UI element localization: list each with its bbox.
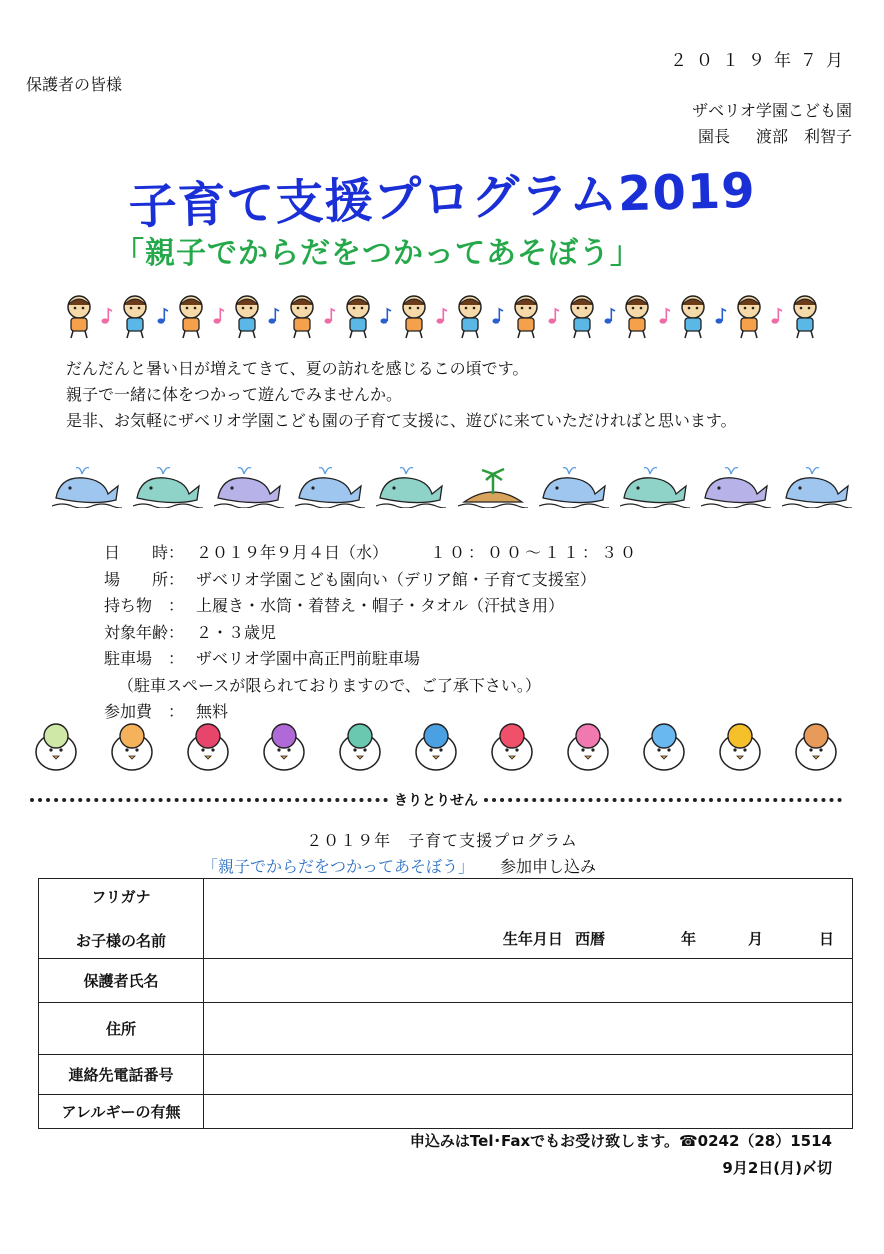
child-name-header <box>39 879 204 959</box>
deadline: 9月2日(月)〆切 <box>722 1159 832 1177</box>
phone-field[interactable] <box>204 1055 853 1095</box>
director-name: 渡部 利智子 <box>755 127 852 146</box>
hibiscus-icon <box>482 718 542 776</box>
event-details <box>104 540 639 726</box>
director-line <box>698 124 852 147</box>
dancing-kids-illustration <box>60 292 824 340</box>
intro-text <box>66 356 737 434</box>
child-figure-icon <box>172 293 210 339</box>
watermelon-icon <box>558 718 618 776</box>
birthdate-era: 西暦 <box>574 930 605 948</box>
music-note-icon <box>380 306 392 326</box>
music-note-icon <box>101 306 113 326</box>
place-label: 場 所： <box>104 569 185 589</box>
address-field[interactable] <box>204 1003 853 1055</box>
director-title: 園長 <box>697 127 730 146</box>
music-note-icon <box>771 306 783 326</box>
child-figure-icon <box>730 293 768 339</box>
allergy-field[interactable] <box>204 1095 853 1129</box>
form-subtitle-apply: 参加申し込み <box>500 857 597 876</box>
shell-icon <box>102 718 162 776</box>
child-figure-icon <box>451 293 489 339</box>
time-value: １０：００〜１１：３０ <box>430 543 640 562</box>
child-figure-icon <box>786 293 824 339</box>
guardian-label: 保護者氏名 <box>39 959 204 1003</box>
music-note-icon <box>268 306 280 326</box>
music-note-icon <box>157 306 169 326</box>
furigana-label: フリガナ <box>91 887 151 906</box>
intro-line: 是非、お気軽にザベリオ学園こども園の子育て支援に、遊びに来ていただければと思います。 <box>66 411 737 430</box>
child-figure-icon <box>507 293 545 339</box>
items-value: 上履き・水筒・着替え・帽子・タオル（汗拭き用） <box>196 596 565 615</box>
fee-value: 無料 <box>196 702 229 721</box>
child-name-label: お子様の名前 <box>75 931 166 950</box>
whale-icon <box>782 464 852 508</box>
whale-icon <box>133 464 203 508</box>
contact-info: 申込みはTel･Faxでもお受け致します。☎0242（28）1514 <box>409 1132 832 1150</box>
phone-label: 連絡先電話番号 <box>39 1055 204 1095</box>
child-name-field[interactable] <box>204 879 853 959</box>
child-figure-icon <box>563 293 601 339</box>
guardian-row <box>39 959 853 1003</box>
net-icon <box>634 718 694 776</box>
music-note-icon <box>548 306 560 326</box>
child-figure-icon <box>618 293 656 339</box>
child-figure-icon <box>283 293 321 339</box>
birthdate-area <box>204 888 852 949</box>
issue-date: ２０１９年７月 <box>670 51 852 71</box>
cut-line-dots <box>484 798 842 802</box>
intro-line: だんだんと暑い日が増えてきて、夏の訪れを感じるこの頃です。 <box>66 359 529 378</box>
music-note-icon <box>213 306 225 326</box>
form-subtitle-program: 「親子でからだをつかってあそぼう」 <box>202 857 475 876</box>
penguin-hat-icon <box>26 718 86 776</box>
summer-illustration <box>26 716 846 778</box>
child-figure-icon <box>674 293 712 339</box>
application-form-table <box>38 878 853 1129</box>
cut-line <box>30 790 842 810</box>
phone-row <box>39 1055 853 1095</box>
parking-label: 駐車場 ： <box>104 649 185 668</box>
fee-label: 参加費 ： <box>104 702 185 721</box>
music-note-icon <box>604 306 616 326</box>
child-figure-icon <box>228 293 266 339</box>
whale-icon <box>214 464 284 508</box>
fan-icon <box>330 718 390 776</box>
child-figure-icon <box>395 293 433 339</box>
whales-illustration <box>52 460 852 512</box>
organization-name: ザベリオ学園こども園 <box>692 101 852 120</box>
child-figure-icon <box>116 293 154 339</box>
address-label: 住所 <box>39 1003 204 1055</box>
music-note-icon <box>715 306 727 326</box>
sunflower-icon <box>710 718 770 776</box>
whale-icon <box>376 464 446 508</box>
swim-ring-icon <box>178 718 238 776</box>
addressee: 保護者の皆様 <box>26 75 123 94</box>
datetime-value: ２０１９年９月４日（水） <box>196 543 389 562</box>
items-label: 持ち物 ： <box>104 596 185 615</box>
intro-line: 親子で一緒に体をつかって遊んでみませんか。 <box>66 385 403 404</box>
child-figure-icon <box>60 293 98 339</box>
cut-line-label: きりとりせん <box>394 793 478 809</box>
parking-value: ザベリオ学園中高正門前駐車場 <box>196 649 420 668</box>
subtitle: 「親子でからだをつかってあそぼう」 <box>114 236 641 271</box>
age-value: ２・３歳児 <box>196 622 277 642</box>
morning-glory-icon <box>254 718 314 776</box>
main-title: 子育て支援プログラム2019 <box>127 162 757 236</box>
allergy-label: アレルギーの有無 <box>39 1095 204 1129</box>
birthdate-label: 生年月日 <box>502 930 563 948</box>
form-title: ２０１９年 子育て支援プログラム <box>306 831 578 850</box>
ice-cream-icon <box>786 718 846 776</box>
island-icon <box>458 464 528 508</box>
allergy-row <box>39 1095 853 1129</box>
music-note-icon <box>492 306 504 326</box>
place-value: ザベリオ学園こども園向い（デリア館・子育て支援室） <box>196 569 596 589</box>
whale-icon <box>701 464 771 508</box>
whale-icon <box>620 464 690 508</box>
music-note-icon <box>324 306 336 326</box>
form-subtitle <box>202 854 596 877</box>
birthdate-year: 年 <box>680 930 696 948</box>
datetime-label: 日 時： <box>104 543 185 562</box>
guardian-field[interactable] <box>204 959 853 1003</box>
parking-note: （駐車スペースが限られておりますので、ご了承下さい。） <box>118 675 541 695</box>
whale-icon <box>295 464 365 508</box>
child-name-row <box>39 879 853 959</box>
music-note-icon <box>659 306 671 326</box>
whale-icon <box>539 464 609 508</box>
child-figure-icon <box>339 293 377 339</box>
whale-icon <box>52 464 122 508</box>
birthdate-month: 月 <box>747 930 763 948</box>
age-label: 対象年齢： <box>104 622 185 642</box>
birthdate-day: 日 <box>818 930 834 948</box>
address-row <box>39 1003 853 1055</box>
music-note-icon <box>436 306 448 326</box>
cut-line-dots <box>30 798 388 802</box>
fish-icon <box>406 718 466 776</box>
